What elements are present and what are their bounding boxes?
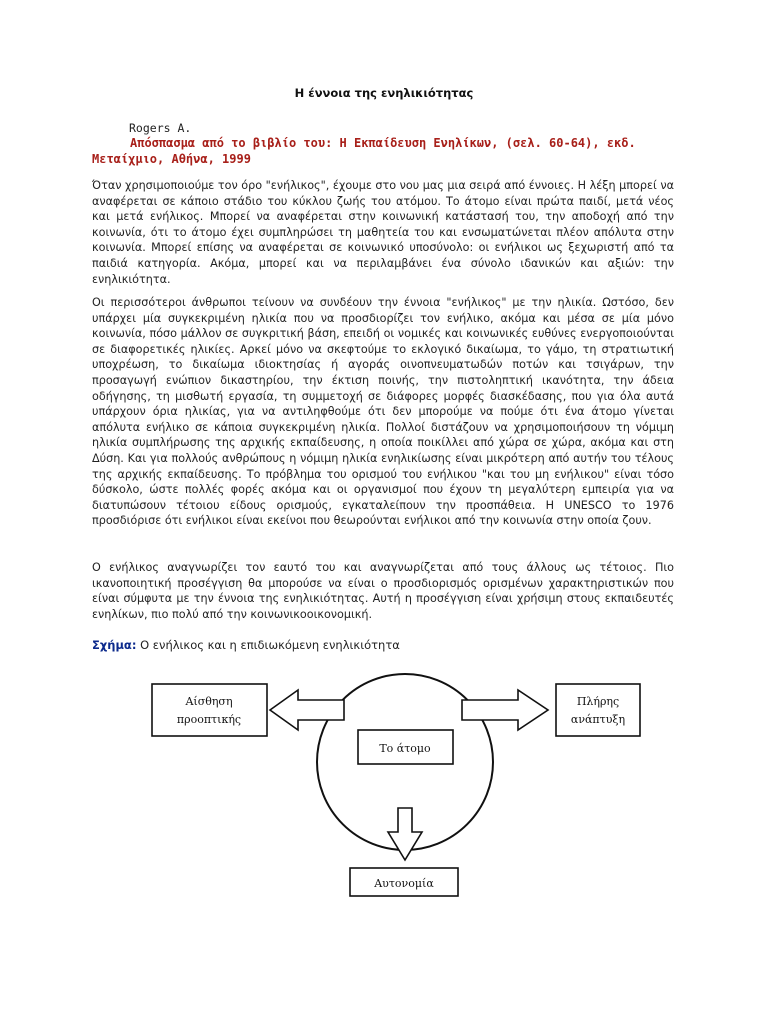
full-development-label-2: ανάπτυξη (570, 713, 626, 726)
perspective-label-1: Αίσθηση (185, 695, 233, 708)
full-development-box (556, 684, 640, 736)
paragraph-1: Όταν χρησιμοποιούμε τον όρο "ενήλικος", έχουμε στο νου μας μια σειρά από έννοιες. Η λέξη μπορεί να αναφέρεται σε κάποιο στάδιο του κύκλου ζωής του ατόμου. Το άτομο είναι πρώτα παιδί, μετά νέος και μετά ενήλικος. Μπορεί να αναφέρεται στην κοινωνική κατάστασή του, την αποδοχή από την κοινωνία, ότι το άτομο έχει συμπληρώσει τη μαθητεία του και ενσωματώνεται πλέον απόλυτα στην κοινωνία. Μπορεί επίσης να αναφέρεται σε κοινωνικό υποσύνολο: οι ενήλικοι ως ξεχωριστή από τα παιδιά κατηγορία. Ακόμα, μπορεί και να περιλαμβάνει ένα σύνολο ιδανικών και αξιών: την ενηλικιότητα. (92, 179, 674, 286)
person-label: Το άτομο (379, 742, 431, 755)
perspective-label-2b: προοπτικής (176, 713, 242, 726)
paragraph-3: Ο ενήλικος αναγνωρίζει τον εαυτό του και αναγνωρίζεται από τους άλλους ως τέτοιος. Πιο ικανοποιητική προσέγγιση θα μπορούσε να είναι ο προσδιορισμός ορισμένων χαρακτηριστικών που είναι σύμφυτα με την έννοια της ενηλικιότητας. Αυτή η προσέγγιση είναι χρήσιμη στους εκπαιδευτές ενηλίκων, πιο πολύ από την κοινωνικοοικονομική. (92, 561, 674, 621)
arrow-right (462, 690, 548, 730)
paragraph-2: Οι περισσότεροι άνθρωποι τείνουν να συνδέουν την έννοια "ενήλικος" με την ηλικία. Ωστόσο, δεν υπάρχει μία συγκεκριμένη ηλικία που να προσδιορίζει τον ενήλικο, ακόμα και μέσα σε μία μόνο κοινωνία, πόσο μάλλον σε συγκριτική βάση, επειδή οι νομικές και κοινωνικές ευθύνες ενεργοποιούνται σε διαφορετικές ηλικίες. Αρκεί μόνο να σκεφτούμε το εκλογικό δικαίωμα, το γάμο, τη στρατιωτική υποχρέωση, το δικαίωμα ιδιοκτησίας ή αγοράς οινοπνευματωδών ποτών και τσιγάρων, την προσαγωγή ενώπιον δικαστηρίου, την έκτιση ποινής, την πιστοληπτική ικανότητα, την άδεια οδήγησης, τη μισθωτή εργασία, τη συμμετοχή σε διάφορες μορφές διασκέδασης, που για όλα αυτά υπάρχουν όρια ηλικίας, για να αντιληφθούμε ότι δεν μπορούμε να πούμε ότι ένα άτομο γίνεται απόλυτα ενήλικο σε κάποια συγκεκριμένη ηλικία. Πολλοί διστάζουν να χρησιμοποιήσουν τη νόμιμη ηλικία συμπλήρωσης της αρχικής εκπαίδευσης, η οποία ποικίλλει από χώρα σε χώρα, ακόμα και στη Δύση. Και για πολλούς ανθρώπους η νόμιμη ηλικία ενηλικίωσης είναι μικρότερη από αυτήν του τέλους της αρχικής εκπαίδευσης. Το πρόβλημα του ορισμού του ενήλικου "και του μη ενήλικου" είναι τόσο δύσκολο, ώστε πολλές φορές ακόμα και οι οργανισμοί που έχουν τη μεγαλύτερη εμπειρία για να διατυπώσουν τέτοιου είδους ορισμούς, εγκαταλείπουν την προσπάθεια. Η UNESCO το 1976 προσδιόρισε ότι ενήλικοι είναι εκείνοι που θεωρούνται ενήλικοι από την κοινωνία στην οποία ζουν. (92, 296, 674, 528)
author: Rogers A. (129, 121, 192, 135)
full-development-label-1: Πλήρης (576, 695, 620, 708)
figure-caption-label: Σχήμα: (92, 638, 137, 652)
figure-caption-text: Ο ενήλικος και η επιδιωκόμενη ενηλικιότητα (136, 638, 400, 652)
document-title: Η έννοια της ενηλικιότητας (294, 86, 474, 100)
perspective-box (152, 684, 267, 736)
autonomy-label: Αυτονομία (374, 877, 434, 890)
source-citation: Απόσπασμα από το βιβλίο του: Η Εκπαίδευση Ενηλίκων, (σελ. 60-64), εκδ. Μεταίχμιο, Αθήνα, 1999 (92, 136, 636, 166)
arrow-left (270, 690, 344, 730)
arrow-down (388, 808, 422, 860)
